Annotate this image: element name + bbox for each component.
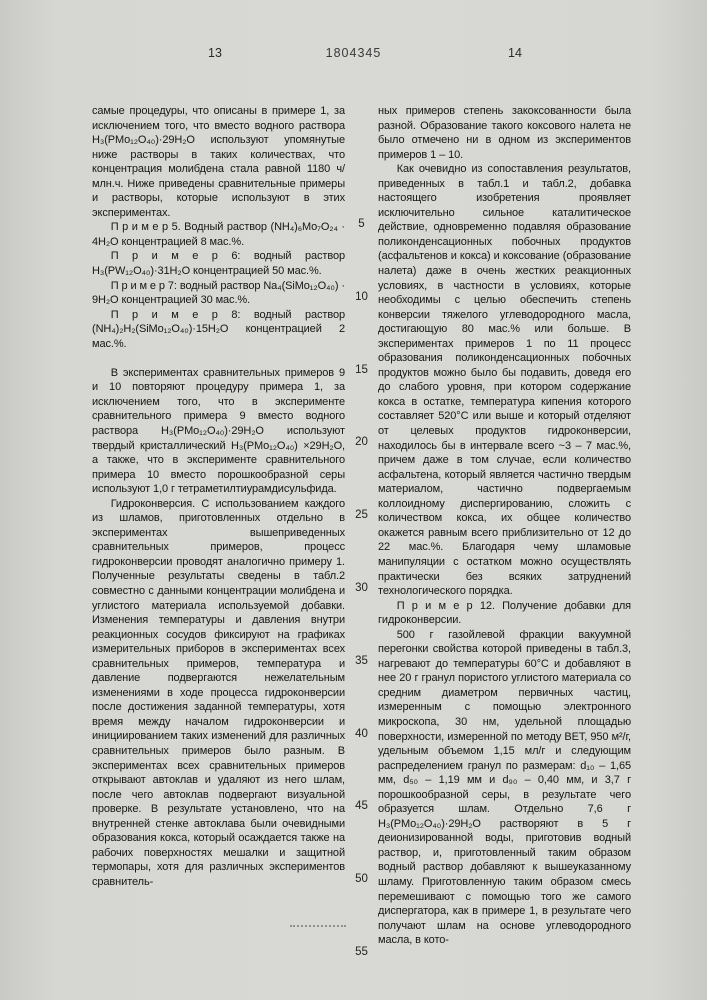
line-number: 40 — [355, 728, 368, 740]
paragraph: ных примеров степень закоксованности была разной. Образование такого коксового налета не было отмечено ни в одном из экспериментов примеров 1 – 10. — [378, 105, 631, 161]
line-number: 20 — [355, 436, 368, 448]
line-number: 35 — [355, 655, 368, 667]
page-header — [0, 46, 707, 64]
page-number-left: 13 — [208, 46, 222, 60]
line-number: 10 — [355, 291, 368, 303]
paragraph: 500 г газойлевой фракции вакуумной перегонки свойства которой приведены в табл.3, нагревают до температуры 60°С и добавляют в нее 20 г гранул пористого углистого материала со средним диаметром первичных частиц, измеренным с помощью электронного микроскопа, 30 нм, удельной площадью поверхности, измеренной по методу ВЕТ, 950 м²/г, удельным объемом 1,15 мл/г и следующим распределением гранул по размерам: d₁₀ – 1,65 мм, d₅₀ – 1,19 мм и d₉₀ – 0,40 мм, и 3,7 г порошкообразной серы, в результате чего образуется шлам. Отдельно 7,6 г H₃(PMo₁₂O₄₀)·29H₂O растворяют в 5 г деионизированной воды, приготовив водный раствор, и, приготовленный таким образом водный раствор добавляют к вышеуказанному шламу. Приготовленную таким образом смесь перемешивают с помощью того же самого диспергатора, как в примере 1, в результате чего получают шлам на основе углеводородного масла, в кото- — [378, 628, 631, 947]
paragraph-example-12: П р и м е р 12. Получение добавки для гидроконверсии. — [378, 599, 631, 627]
paragraph-example-6: П р и м е р 6: водный раствор H₃(PW₁₂O₄₀)·31H₂O концентрацией 50 мас.%. — [92, 250, 345, 278]
line-number: 30 — [355, 582, 368, 594]
line-number: 25 — [355, 509, 368, 521]
paragraph-example-5: П р и м е р 5. Водный раствор (NH₄)₆Mo₇O₂₄ · 4H₂O концентрацией 8 мас.%. — [92, 221, 345, 248]
paragraph-hydroconversion: Гидроконверсия. С использованием каждого из шламов, приготовленных отдельно в экспериментах вышеприведенных сравнительных примеров, процесс гидроконверсии проводят аналогично примеру 1. Полученные результаты сведены в табл.2 совместно с данными концентрации молибдена и углистого материала используемой добавки. Изменения температуры и давления внутри реакционных сосудов фиксируют на графиках измерительных приборов в экспериментах всех сравнительных примеров, температура и давление подвергаются нежелательным изменениями в ходе процесса гидроконверсии после достижения заданной температуры, хотя время между началом гидроконверсии и инициированием таких изменений для различных сравнительных примеров было разным. В экспериментах всех сравнительных примеров открывают автоклав и удаляют из него шлам, после чего автоклав подвергают визуальной проверке. В результате установлено, что на внутренней стенке автоклава были очевидными образования кокса, который осаждается также на рабочих поверхностях мешалки и защитной термопары, хотя для различных экспериментов сравнитель- — [92, 497, 345, 888]
line-number-gutter — [345, 104, 378, 974]
patent-number: 1804345 — [325, 46, 382, 60]
paragraph: В экспериментах сравнительных примеров 9 и 10 повторяют процедуру примера 1, за исключением того, что в эксперименте сравнительного примера 9 вместо водного раствора H₃(PMo₁₂O₄₀)·29H₂O используют твердый кристаллический H₃(PMo₁₂O₄₀) ×29H₂O, а также, что в эксперименте сравнительного примера 10 вместо порошкообразной серы используют 1,0 г тетраметилтиурамдисульфида. — [92, 366, 345, 496]
line-number: 55 — [355, 946, 368, 958]
left-column — [92, 104, 345, 974]
right-column — [378, 104, 631, 974]
line-number: 15 — [355, 364, 368, 376]
scan-artifact — [290, 922, 346, 927]
page-body — [92, 104, 631, 974]
paragraph: самые процедуры, что описаны в примере 1, за исключением того, что вместо водного раствора H₃(PMo₁₂O₄₀)·29H₂O используют упомянутые ниже растворы в таких количествах, что концентрация молибдена стала равной 1180 ч/млн.ч. Ниже приведены сравнительные примеры и растворы, которые используют в этих экспериментах. — [92, 105, 345, 219]
line-number: 45 — [355, 800, 368, 812]
paragraph-example-8: П р и м е р 8: водный раствор (NH₄)₂H₂(SiMo₁₂O₄₀)·15H₂O концентрацией 2 мас.%. — [92, 308, 345, 350]
paragraph-example-7: П р и м е р 7: водный раствор Na₄(SiMo₁₂O₄₀) · 9H₂O концентрацией 30 мас.%. — [92, 279, 345, 307]
line-number: 5 — [358, 218, 365, 230]
line-number: 50 — [355, 873, 368, 885]
page-number-right: 14 — [508, 46, 522, 60]
paragraph: Как очевидно из сопоставления результатов, приведенных в табл.1 и табл.2, добавка настоящего изобретения проявляет исключительно сильное каталитическое действие, одновременно подавляя образование поликонденсационных побочных продуктов (асфальтенов и кокса) и коксование (образование налета) даже в очень жестких реакционных условиях, в частности в условиях, которые необходимы с целью обеспечить степень конверсии тяжелого углеводородного масла, достигающую 80 мас.% или больше. В экспериментах примеров 1 по 11 процесс образования поликонденсационных побочных продуктов можно было бы подавить, доведя его до слабого уровня, при котором содержание кокса в остатке, температура кипения которого составляет 520°С или выше и который отделяют от целевых продуктов гидроконверсии, находилось бы в интервале всего ~3 – 7 мас.%, причем даже в том случае, если количество асфальтена, который является частично твердым материалом, частично подвергаемым коллоидному диспергированию, сложить с количеством кокса, их общее количество окажется равным всего приблизительно от 12 до 22 мас.%. Благодаря чему шламовые манипуляции с остатком можно осуществлять практически без всяких затруднений технологического порядка. — [378, 163, 631, 598]
